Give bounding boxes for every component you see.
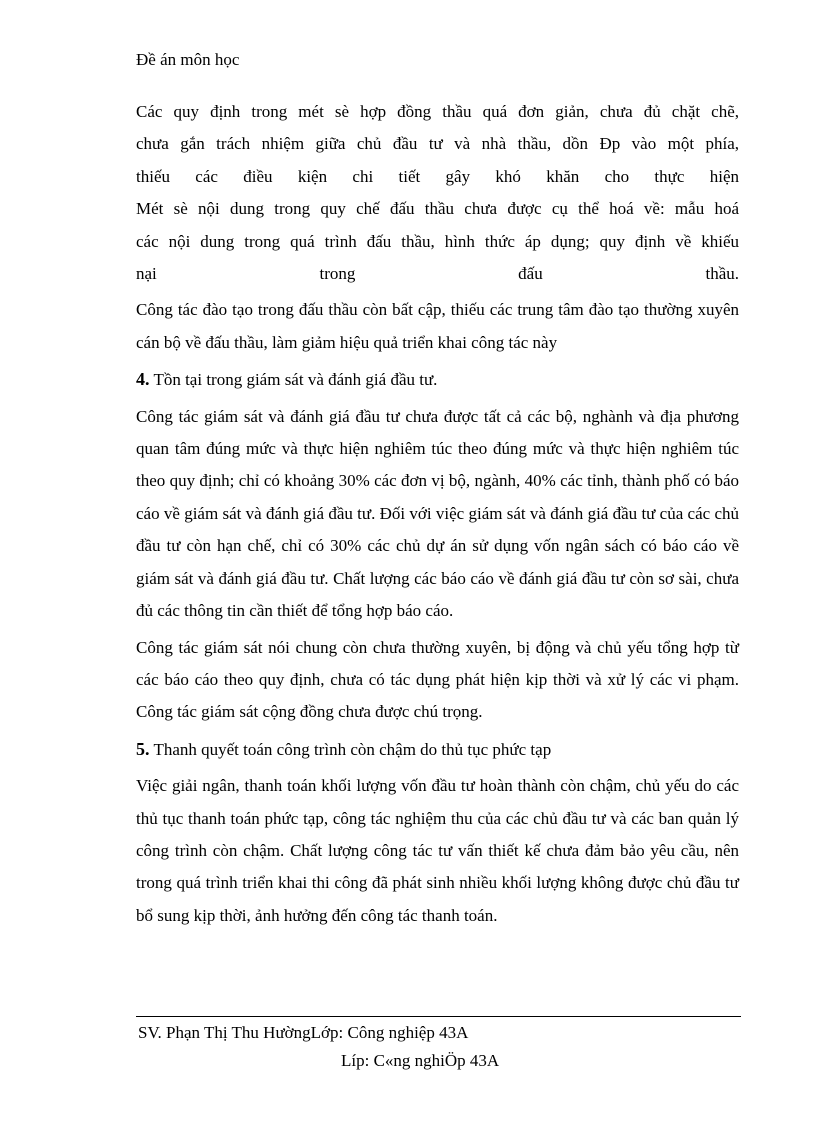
paragraph-monitoring: Công tác giám sát nói chung còn chưa thường xuyên, bị động và chủ yếu tổng hợp từ các báo cáo theo quy định, chưa có tác dụng phát hiện kịp thời và xử lý các vi phạm. Công tác giám sát cộng đồng chưa được chú trọng.	[136, 637, 739, 722]
footer-student: SV. Phạn Thị Thu HườngLớp: Công nghiệp 43A	[138, 1023, 469, 1042]
footer-divider	[136, 1016, 741, 1017]
section-title: Tồn tại trong giám sát và đánh giá đầu tư.	[149, 370, 438, 390]
section-heading-4	[136, 363, 739, 396]
paragraph-line: thiếu các điều kiện chi tiết gây khó khăn cho thực hiện	[136, 166, 739, 186]
paragraph-training: Công tác đào tạo trong đấu thầu còn bất cập, thiếu các trung tâm đào tạo thường xuyên cán bộ về đấu thầu, làm giảm hiệu quả triển khai công tác này	[136, 300, 739, 352]
section-heading-5	[136, 733, 739, 766]
paragraph-line: Mét sè nội dung trong quy chế đấu thầu chưa được cụ thể hoá về: mẫu hoá	[136, 199, 739, 219]
paragraph-line: các nội dung trong quá trình đấu thầu, hình thức áp dụng; quy định về khiếu	[136, 231, 739, 251]
paragraph-line: nại trong đấu thầu.	[136, 264, 739, 284]
section-title: Thanh quyết toán công trình còn chậm do thủ tục phức tạp	[149, 739, 552, 759]
paragraph-line: Các quy định trong mét sè hợp đồng thầu quá đơn giản, chưa đủ chặt chẽ,	[136, 102, 739, 121]
paragraph-settlement: Việc giải ngân, thanh toán khối lượng vốn đầu tư hoàn thành còn chậm, chủ yếu do các thủ tục thanh toán phức tạp, công tác nghiệm thu của các chủ đầu tư và các ban quản lý công trình còn chậm. Chất lượng công tác tư vấn thiết kế chưa đảm bảo yêu cầu, nên trong quá trình triển khai thi công đã phát sinh nhiều khối lượng không được chủ đầu tư bổ sung kịp thời, ảnh hưởng đến công tác thanh toán.	[136, 776, 739, 925]
section-number: 5.	[136, 738, 150, 759]
section-number: 4.	[136, 369, 150, 390]
footer-class: Líp: C«ng nghiÖp 43A	[341, 1051, 500, 1070]
paragraph-line: chưa gắn trách nhiệm giữa chủ đầu tư và nhà thầu, dồn Đp vào một phía,	[136, 134, 739, 154]
document-header: Đề án môn học	[136, 50, 240, 69]
document-body	[136, 96, 739, 932]
paragraph-supervision: Công tác giám sát và đánh giá đầu tư chưa được tất cả các bộ, nghành và địa phương quan tâm đúng mức và thực hiện nghiêm túc theo đúng mức và thực hiện nghiêm túc theo quy định; chỉ có khoảng 30% các đơn vị bộ, ngành, 40% các tỉnh, thành phố có báo cáo về giám sát và đánh giá đầu tư. Đối với việc giám sát và đánh giá đầu tư của các chủ đầu tư còn hạn chế, chỉ có 30% các chủ dự án sử dụng vốn ngân sách có báo cáo về giám sát và đánh giá đầu tư. Chất lượng các báo cáo về đánh giá đầu tư còn sơ sài, chưa đủ các thông tin cần thiết để tổng hợp báo cáo.	[136, 406, 739, 621]
